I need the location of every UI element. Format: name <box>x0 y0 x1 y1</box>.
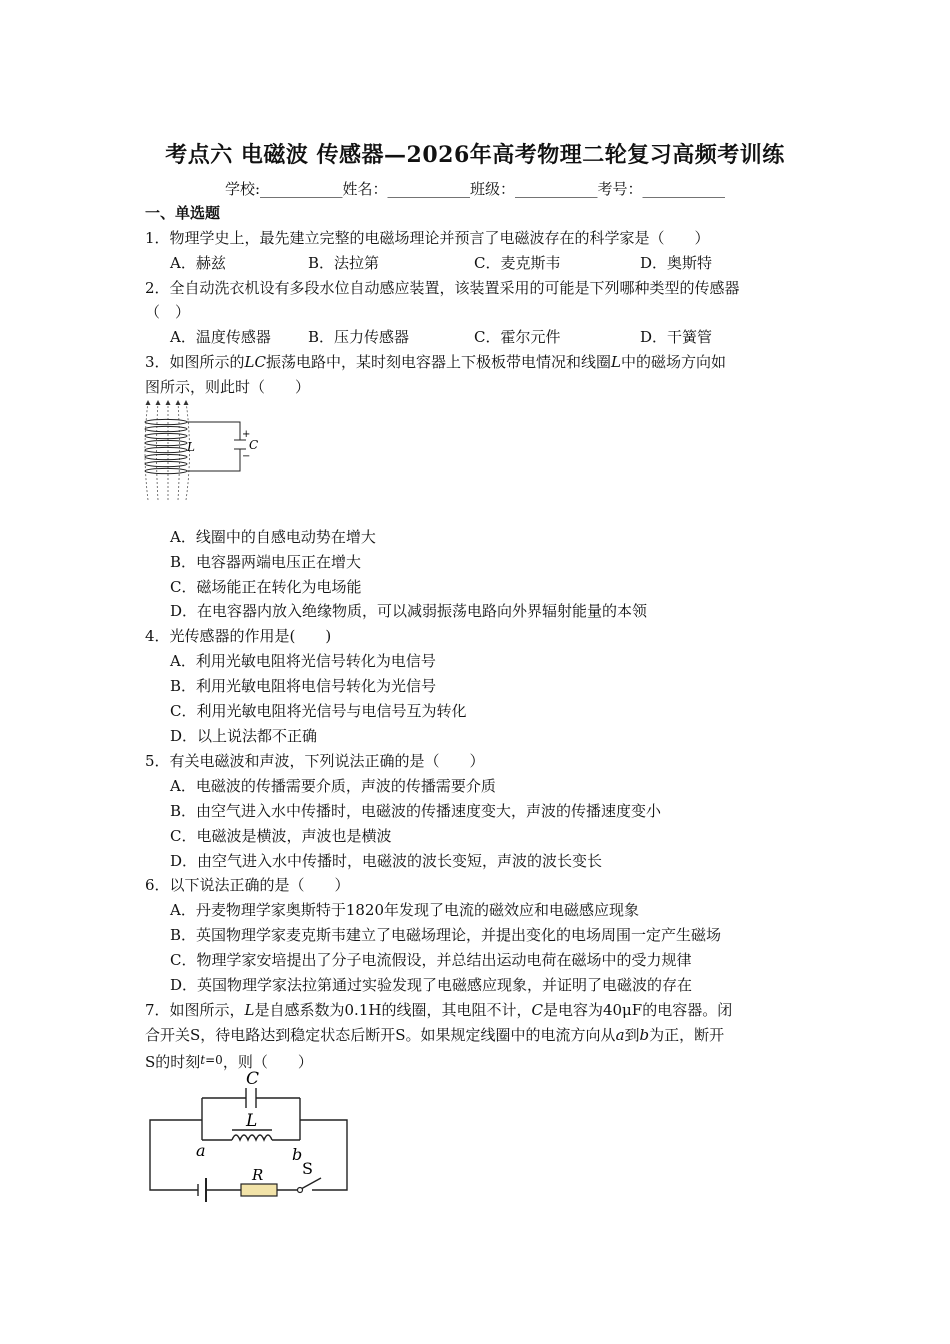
question-3-option-b: B．电容器两端电压正在增大 <box>170 553 362 571</box>
section-heading: 一、单选题 <box>145 204 221 222</box>
question-3-stem-cont: 图所示，则此时（ ） <box>145 378 311 396</box>
question-5-option-a: A．电磁波的传播需要介质，声波的传播需要介质 <box>170 777 496 795</box>
point-a-label: a <box>196 1141 206 1160</box>
question-3-option-d: D．在电容器内放入绝缘物质，可以减弱振荡电路向外界辐射能量的本领 <box>170 602 648 620</box>
question-4-option-c: C．利用光敏电阻将光信号与电信号互为转化 <box>170 702 467 720</box>
question-7-stem-cont2: S的时刻$^{t=0}$，则（ ） <box>145 1053 313 1071</box>
question-5-option-b: B．由空气进入水中传播时，电磁波的传播速度变大，声波的传播速度变小 <box>170 802 662 820</box>
question-1-stem: 1．物理学史上，最先建立完整的电磁场理论并预言了电磁波存在的科学家是（ ） <box>145 229 710 247</box>
coil-label: L <box>187 440 195 454</box>
question-3-option-c: C．磁场能正在转化为电场能 <box>170 578 362 596</box>
question-4-option-a: A．利用光敏电阻将光信号转化为电信号 <box>170 652 436 670</box>
student-info-line: 学校:___________姓名：___________班级：___________考号：___________ <box>224 180 726 198</box>
rlc-switch-circuit-figure <box>140 1068 360 1204</box>
coil-label: L <box>246 1111 258 1131</box>
option-d: D．奥斯特 <box>640 254 713 272</box>
question-6-stem: 6．以下说法正确的是（ ） <box>145 876 350 894</box>
option-a: A．赫兹 <box>170 254 226 272</box>
option-a: A．温度传感器 <box>170 328 271 346</box>
page-title: 考点六 电磁波 传感器—2026年高考物理二轮复习高频考训练 <box>165 142 785 168</box>
lc-circuit-figure <box>138 396 268 504</box>
question-5-stem: 5．有关电磁波和声波，下列说法正确的是（ ） <box>145 752 485 770</box>
question-7-stem: 7．如图所示，L是自感系数为0.1H的线圈，其电阻不计，C是电容为40μF的电容器。闭 <box>145 1001 733 1019</box>
question-4-stem: 4．光传感器的作用是( ) <box>145 627 332 645</box>
question-5-option-d: D．由空气进入水中传播时，电磁波的波长变短，声波的波长变长 <box>170 852 603 870</box>
question-2-stem-cont: （ ） <box>145 303 191 321</box>
resistor-label: R <box>252 1166 264 1184</box>
question-4-option-d: D．以上说法都不正确 <box>170 727 318 745</box>
plus-sign: + <box>242 429 251 440</box>
option-c: C．霍尔元件 <box>474 328 561 346</box>
question-2-options <box>170 327 810 347</box>
switch-label: S <box>302 1159 313 1178</box>
minus-sign: − <box>242 451 251 462</box>
question-5-option-c: C．电磁波是横波，声波也是横波 <box>170 827 392 845</box>
capacitor-label: C <box>246 1069 260 1089</box>
question-2-stem: 2．全自动洗衣机设有多段水位自动感应装置，该装置采用的可能是下列哪种类型的传感器 <box>145 279 740 297</box>
question-6-option-a: A．丹麦物理学家奥斯特于1820年发现了电流的磁效应和电磁感应现象 <box>170 901 640 919</box>
option-b: B．压力传感器 <box>308 328 410 346</box>
question-1-options <box>170 253 810 273</box>
option-c: C．麦克斯韦 <box>474 254 561 272</box>
capacitor-label: C <box>249 438 259 452</box>
question-3-stem: 3．如图所示的LC振荡电路中，某时刻电容器上下极板带电情况和线圈L中的磁场方向如 <box>145 353 726 371</box>
question-6-option-d: D．英国物理学家法拉第通过实验发现了电磁感应现象，并证明了电磁波的存在 <box>170 976 693 994</box>
question-6-option-c: C．物理学家安培提出了分子电流假设，并总结出运动电荷在磁场中的受力规律 <box>170 951 692 969</box>
question-6-option-b: B．英国物理学家麦克斯韦建立了电磁场理论，并提出变化的电场周围一定产生磁场 <box>170 926 722 944</box>
question-3-option-a: A．线圈中的自感电动势在增大 <box>170 528 376 546</box>
question-7-stem-cont: 合开关S，待电路达到稳定状态后断开S。如果规定线圈中的电流方向从a到b为正，断开 <box>145 1026 725 1044</box>
option-b: B．法拉第 <box>308 254 380 272</box>
point-b-label: b <box>292 1145 303 1164</box>
question-4-option-b: B．利用光敏电阻将电信号转化为光信号 <box>170 677 437 695</box>
option-d: D．干簧管 <box>640 328 713 346</box>
